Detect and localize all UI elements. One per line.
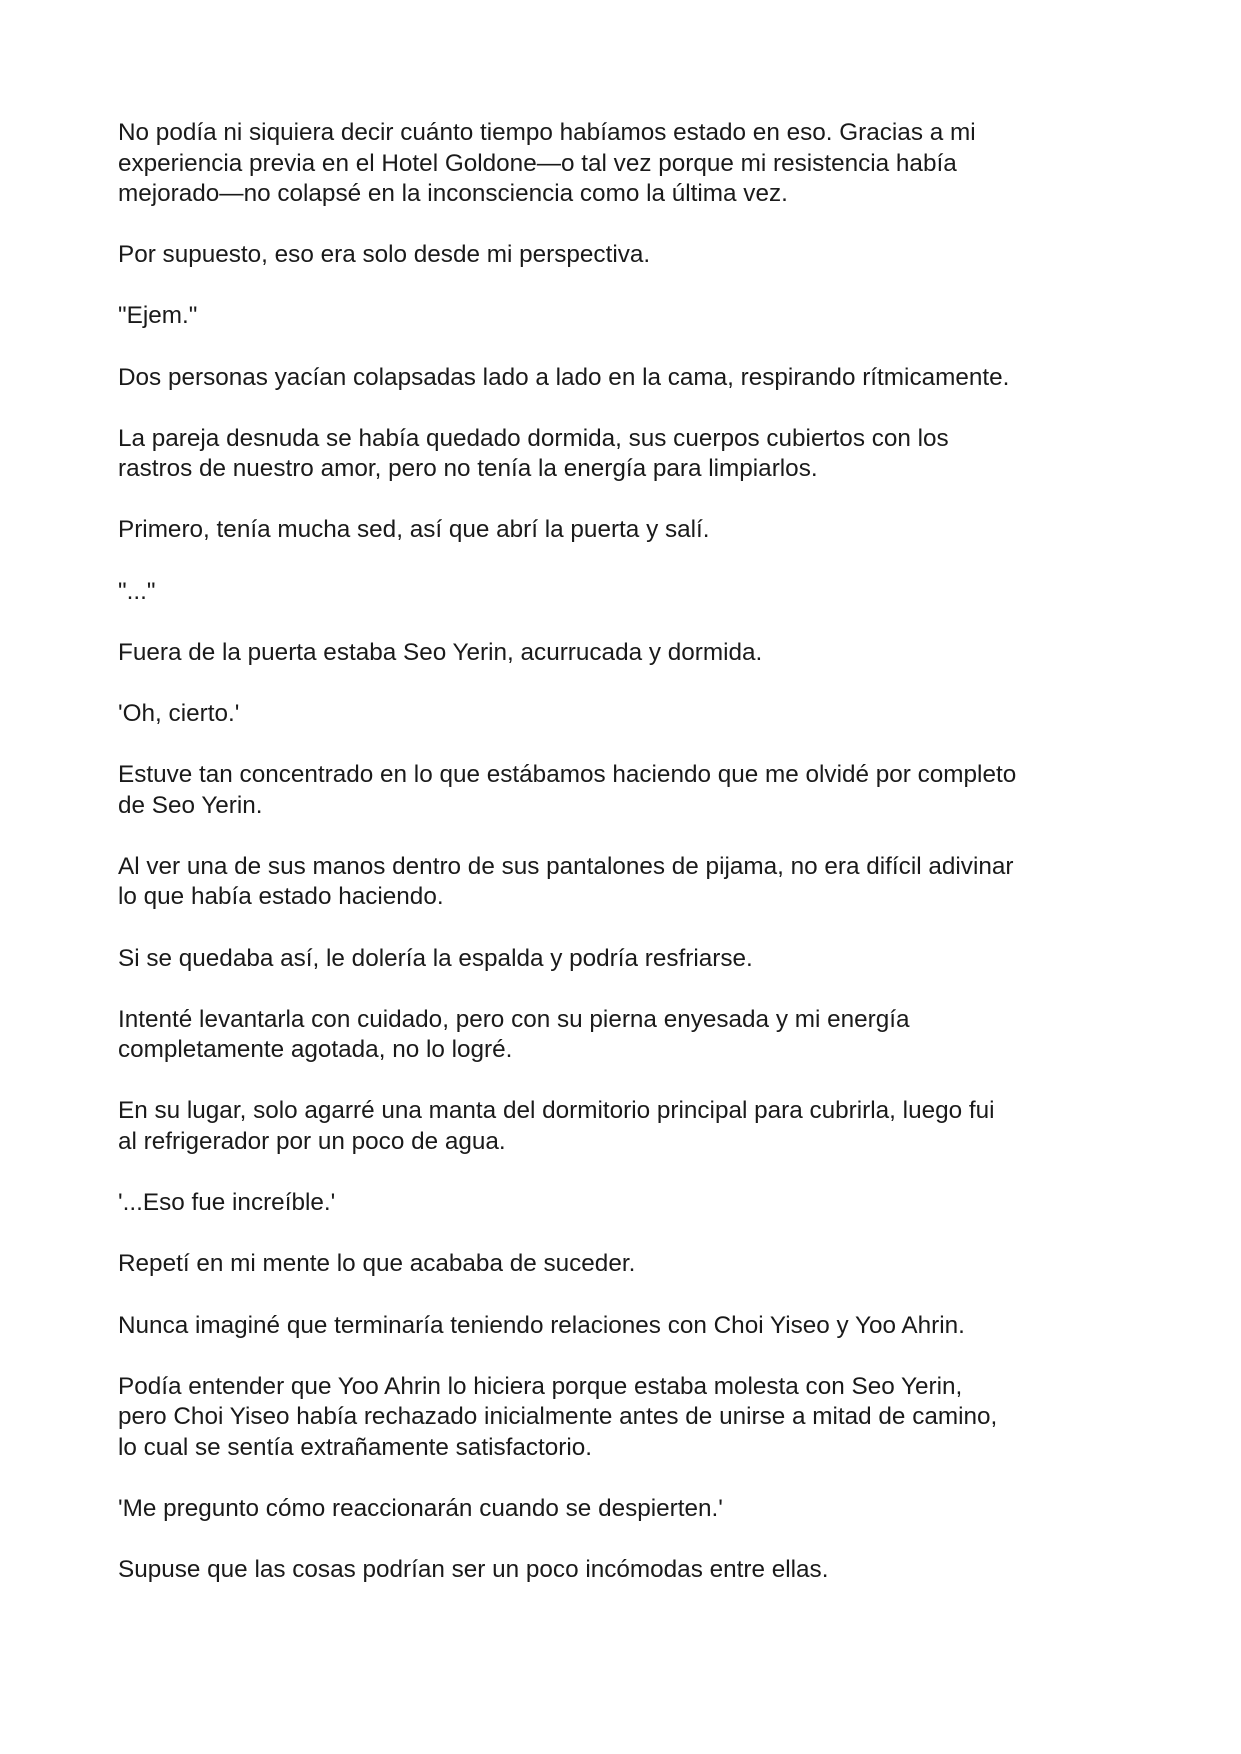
paragraph: Primero, tenía mucha sed, así que abrí la puerta y salí.: [118, 516, 710, 544]
paragraph: '...Eso fue increíble.': [118, 1189, 336, 1217]
paragraph: 'Me pregunto cómo reaccionarán cuando se despierten.': [118, 1494, 723, 1522]
paragraph: En su lugar, solo agarré una manta del dormitorio principal para cubrirla, luego fui al refrigerador por un poco de agua.: [118, 1097, 995, 1155]
paragraph: "Ejem.": [118, 302, 198, 330]
paragraph: Si se quedaba así, le dolería la espalda y podría resfriarse.: [118, 944, 753, 972]
paragraph: Estuve tan concentrado en lo que estábamos haciendo que me olvidé por completo de Seo Yerin.: [118, 761, 1017, 819]
paragraph: Nunca imaginé que terminaría teniendo relaciones con Choi Yiseo y Yoo Ahrin.: [118, 1311, 965, 1339]
document-page: [118, 118, 1138, 1616]
paragraph: Por supuesto, eso era solo desde mi perspectiva.: [118, 241, 651, 269]
paragraph: Dos personas yacían colapsadas lado a lado en la cama, respirando rítmicamente.: [118, 363, 1010, 391]
paragraph: Intenté levantarla con cuidado, pero con su pierna enyesada y mi energía completamente agotada, no lo logré.: [118, 1005, 910, 1064]
paragraph: Supuse que las cosas podrían ser un poco incómodas entre ellas.: [118, 1556, 829, 1584]
paragraph: 'Oh, cierto.': [118, 700, 240, 727]
paragraph: Fuera de la puerta estaba Seo Yerin, acurrucada y dormida.: [118, 638, 763, 666]
paragraph: Podía entender que Yoo Ahrin lo hiciera porque estaba molesta con Seo Yerin, pero Choi Yiseo había rechazado inicialmente antes de unirse a mitad de camino, lo cual se sentía extrañamente satisfactorio.: [118, 1372, 998, 1461]
paragraph: La pareja desnuda se había quedado dormida, sus cuerpos cubiertos con los rastros de nuestro amor, pero no tenía la energía para limpiarlos.: [118, 424, 949, 483]
paragraph: "...": [118, 577, 156, 605]
paragraph: Al ver una de sus manos dentro de sus pantalones de pijama, no era difícil adivinar lo que había estado haciendo.: [118, 852, 1014, 911]
paragraph: Repetí en mi mente lo que acababa de suceder.: [118, 1250, 636, 1278]
paragraph: No podía ni siquiera decir cuánto tiempo habíamos estado en eso. Gracias a mi experiencia previa en el Hotel Goldone—o tal vez porque mi resistencia había mejorado—no colapsé en la inconsciencia como la última vez.: [118, 119, 976, 207]
